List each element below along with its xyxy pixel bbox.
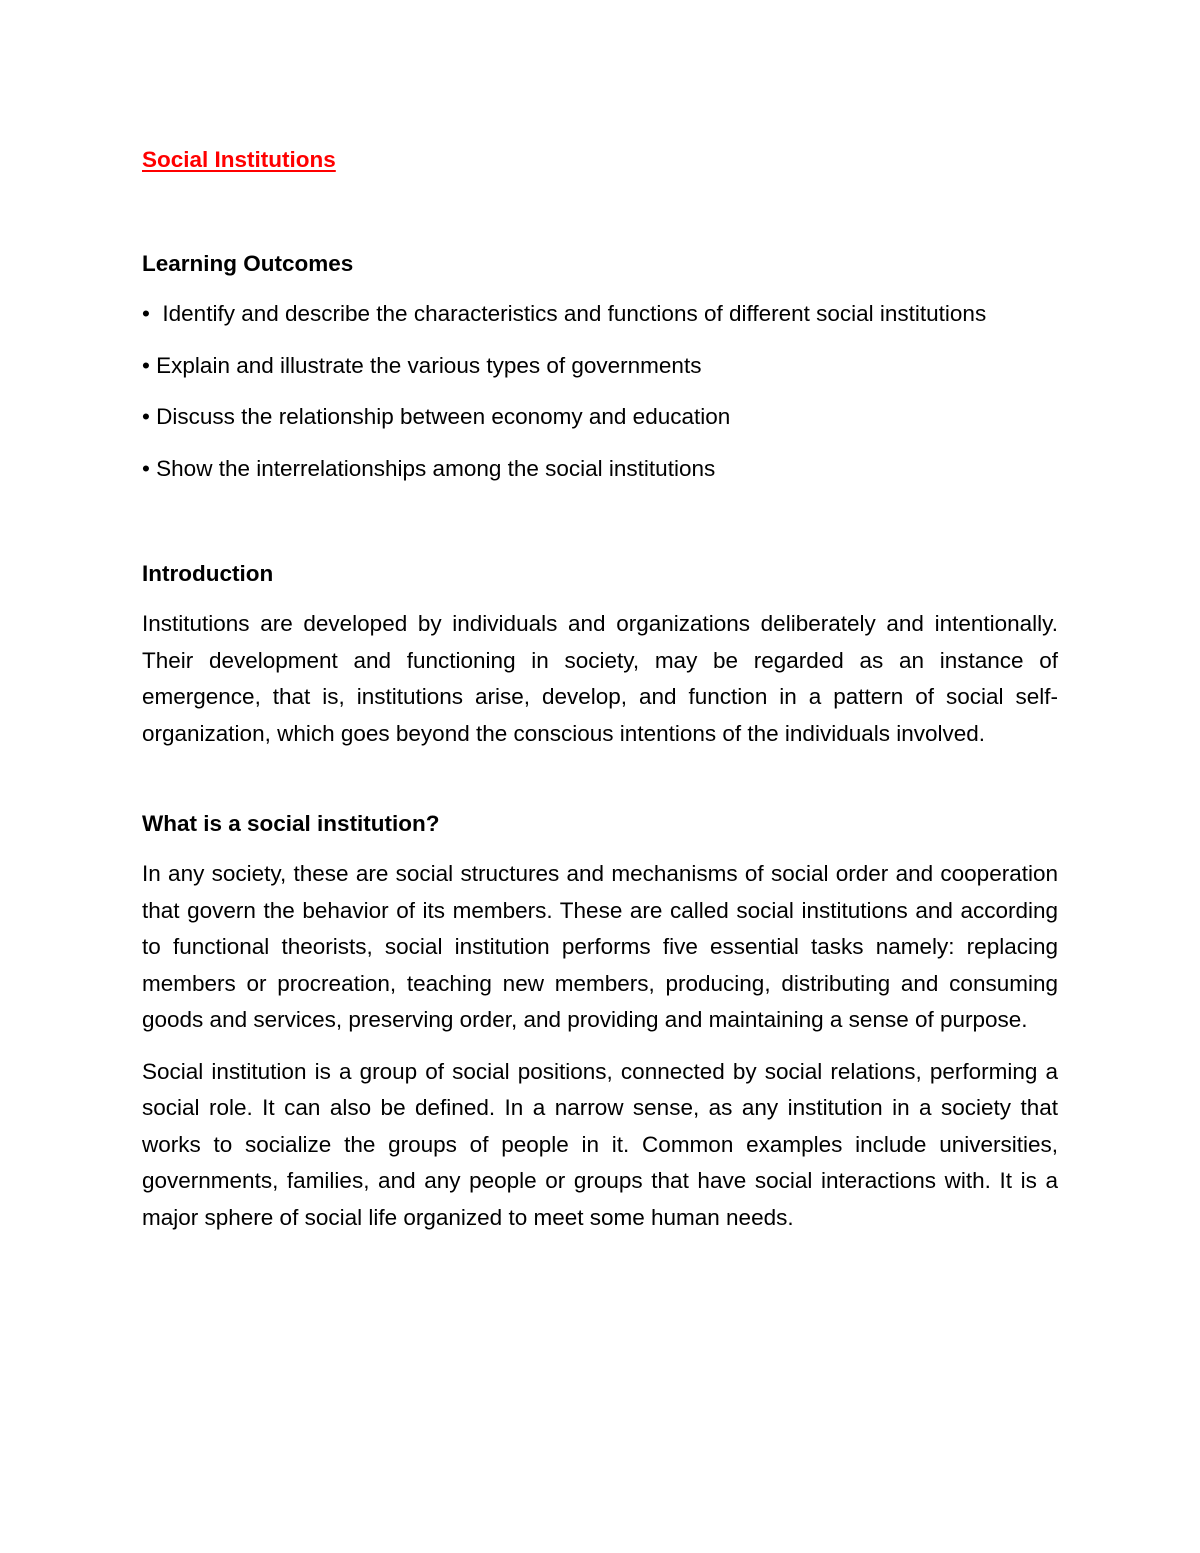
introduction-paragraph: Institutions are developed by individuals and organizations deliberately and intentionally. Their development and functioning in society, may be regarded as an instance of emergence, that is, institutions arise, develop, and function in a pattern of social self-organization, which goes beyond the conscious intentions of the individuals involved. [142, 611, 1058, 746]
bullet-icon: • [142, 404, 150, 429]
outcome-text: Show the interrelationships among the social institutions [156, 455, 716, 481]
what-is-paragraph: In any society, these are social structures and mechanisms of social order and cooperation that govern the behavior of its members. These are called social institutions and according to functional theorists, social institution performs five essential tasks namely: replacing members or procreation, teaching new members, producing, distributing and consuming goods and services, preserving order, and providing and maintaining a sense of purpose. [142, 861, 1058, 1032]
outcome-text: Identify and describe the characteristics and functions of different social institutions [162, 301, 987, 326]
what-is-paragraph: Social institution is a group of social positions, connected by social relations, performing a social role. It can also be defined. In a narrow sense, as any institution in a society that works to socialize the groups of people in it. Common examples include universities, governments, families, and any people or groups that have social interactions with. It is a major sphere of social life organized to meet some human needs. [142, 1058, 1058, 1230]
learning-outcomes-list [142, 296, 1058, 487]
list-item [142, 399, 1058, 436]
list-item [142, 296, 1058, 333]
what-is-heading: What is a social institution? [142, 811, 440, 836]
outcome-text: Discuss the relationship between economy and education [156, 404, 731, 429]
learning-outcomes-heading: Learning Outcomes [142, 251, 354, 276]
document-title: Social Institutions [142, 147, 336, 172]
outcome-text: Explain and illustrate the various types of governments [156, 352, 702, 378]
document-body [142, 140, 1058, 1236]
bullet-icon: • [142, 455, 150, 481]
bullet-icon: • [142, 352, 150, 378]
list-item [142, 348, 1058, 385]
bullet-icon: • [142, 301, 150, 326]
introduction-heading: Introduction [142, 561, 274, 586]
list-item [142, 451, 1058, 488]
